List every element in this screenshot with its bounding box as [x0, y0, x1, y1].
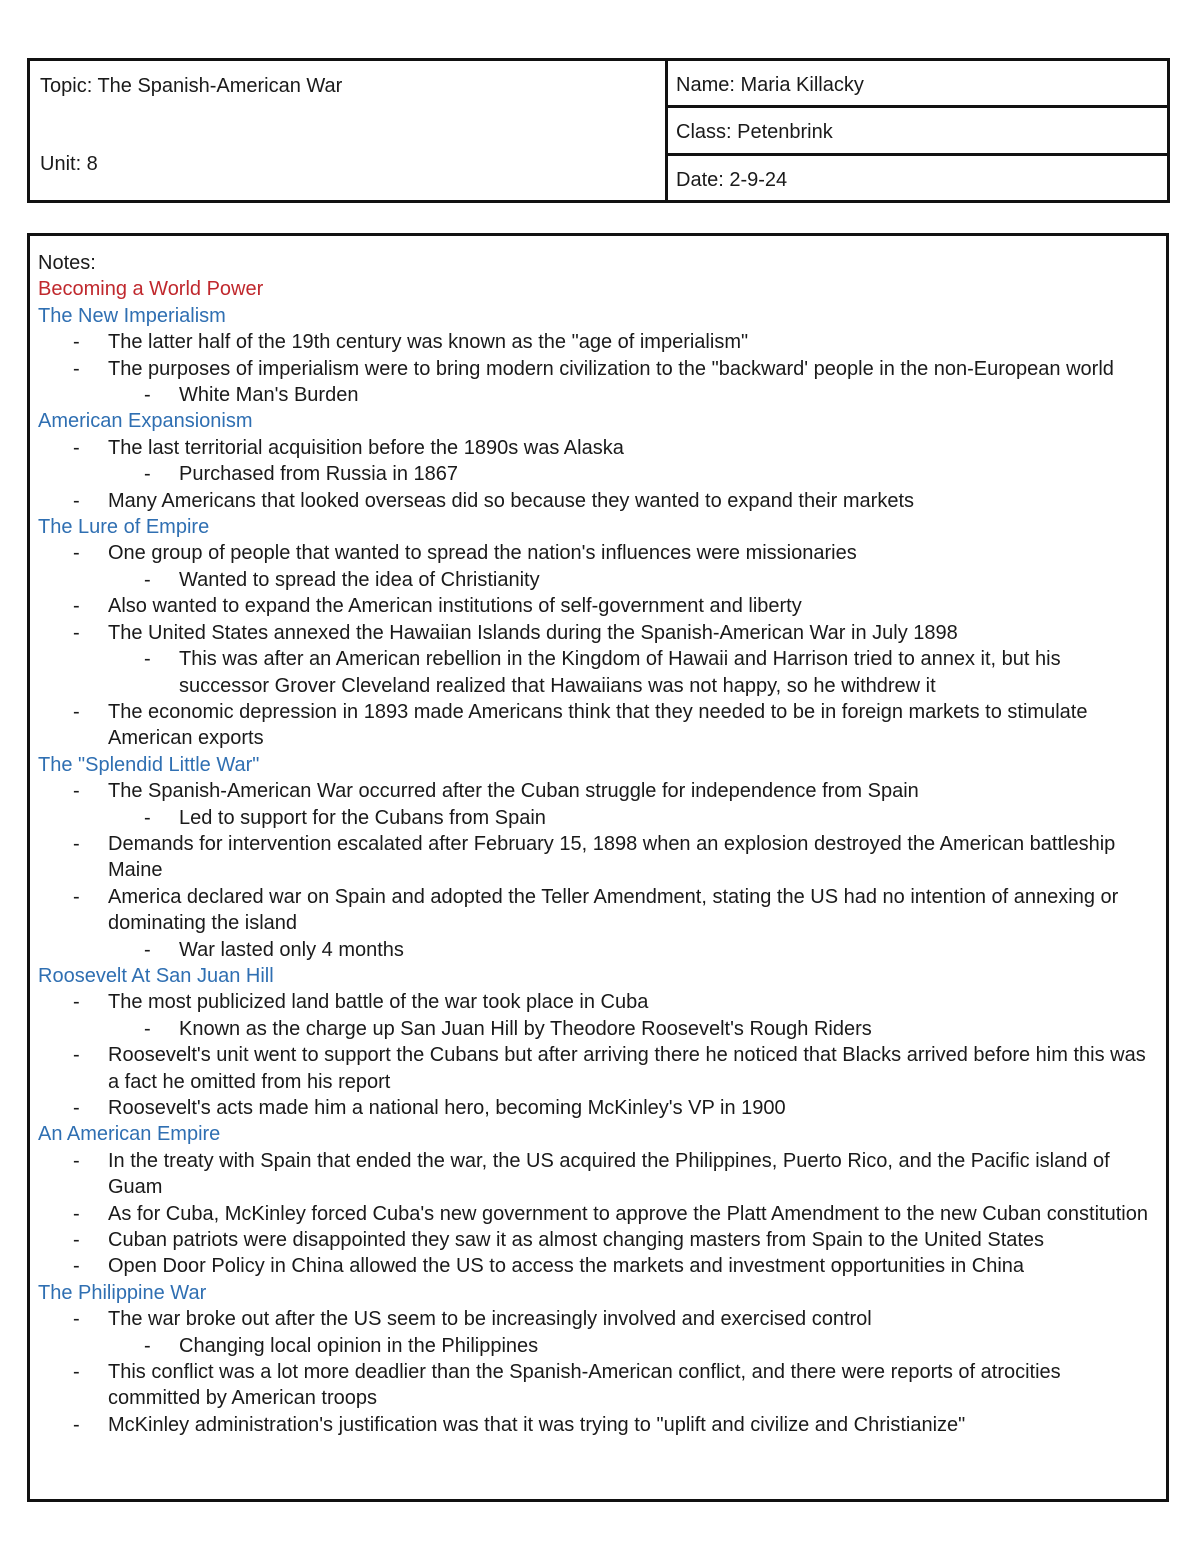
- bullet-item: [38, 488, 1156, 514]
- bullet-text: One group of people that wanted to spread the nation's influences were missionaries: [108, 542, 857, 565]
- dash-marker: -: [73, 700, 80, 723]
- notes-label: Notes:: [38, 252, 96, 274]
- bullet-text: McKinley administration's justification was that it was trying to "uplift and civilize and Christianize": [108, 1413, 966, 1436]
- section-heading: An American Empire: [38, 1123, 221, 1146]
- bullet-item: [38, 1095, 1156, 1121]
- section-heading: Roosevelt At San Juan Hill: [38, 964, 274, 987]
- bullet-item: [38, 989, 1156, 1015]
- bullet-text: Open Door Policy in China allowed the US to access the markets and investment opportunities in China: [108, 1255, 1025, 1278]
- class-cell: [668, 108, 1167, 155]
- section-heading: American Expansionism: [38, 410, 253, 433]
- bullet-text: Roosevelt's acts made him a national hero, becoming McKinley's VP in 1900: [108, 1097, 786, 1119]
- bullet-text: The latter half of the 19th century was known as the "age of imperialism": [108, 331, 749, 354]
- dash-marker: -: [73, 357, 80, 380]
- section-heading: The Lure of Empire: [38, 516, 210, 539]
- bullet-text: The war broke out after the US seem to be increasingly involved and exercised control: [108, 1308, 872, 1331]
- dash-marker: -: [73, 331, 80, 354]
- bullet-text: Demands for intervention escalated after February 15, 1898 when an explosion destroyed the American battleship Maine: [108, 832, 1116, 882]
- dash-marker: -: [73, 1229, 80, 1252]
- bullet-text: In the treaty with Spain that ended the war, the US acquired the Philippines, Puerto Rico, and the Pacific island of Guam: [108, 1149, 1110, 1199]
- dash-marker: -: [73, 1149, 80, 1172]
- dash-marker: -: [73, 1044, 80, 1067]
- dash-marker: -: [73, 1413, 80, 1436]
- bullet-item: [38, 884, 1156, 937]
- bullet-item: [38, 435, 1156, 461]
- date-cell: [668, 156, 1167, 200]
- bullet-text: Changing local opinion in the Philippines: [179, 1334, 539, 1357]
- bullet-text: This was after an American rebellion in the Kingdom of Hawaii and Harrison tried to annex it, but his successor Grover Cleveland realized that Hawaiians was not happy, so he withdrew it: [179, 648, 1061, 697]
- dash-marker: -: [144, 568, 151, 591]
- dash-marker: -: [73, 489, 80, 512]
- bullet-item: [38, 1359, 1156, 1412]
- unit-text: Unit: 8: [40, 153, 98, 175]
- bullet-item: [38, 1227, 1156, 1253]
- sub-bullet-item: [38, 1016, 1156, 1042]
- dash-marker: -: [73, 832, 80, 855]
- dash-marker: -: [73, 1255, 80, 1278]
- topic-text: Topic: The Spanish-American War: [40, 75, 343, 97]
- bullet-item: [38, 1412, 1156, 1438]
- notes-sections: [38, 303, 1156, 1438]
- date-text: Date: 2-9-24: [676, 168, 788, 191]
- student-info: [668, 61, 1167, 200]
- sub-bullet-item: [38, 461, 1156, 487]
- dash-marker: -: [144, 938, 151, 961]
- bullet-text: Known as the charge up San Juan Hill by Theodore Roosevelt's Rough Riders: [179, 1017, 872, 1040]
- dash-marker: -: [73, 885, 80, 908]
- dash-marker: -: [144, 1017, 151, 1040]
- dash-marker: -: [73, 621, 80, 644]
- dash-marker: -: [73, 1361, 80, 1384]
- sub-bullet-item: [38, 646, 1156, 699]
- header-table: [27, 58, 1170, 203]
- bullet-text: As for Cuba, McKinley forced Cuba's new government to approve the Platt Amendment to the new Cuban constitution: [108, 1202, 1148, 1225]
- dash-marker: -: [73, 1202, 80, 1225]
- dash-marker: -: [144, 806, 151, 829]
- dash-marker: -: [73, 436, 80, 459]
- notes-title: Becoming a World Power: [38, 278, 264, 301]
- bullet-text: The last territorial acquisition before the 1890s was Alaska: [108, 436, 624, 459]
- bullet-text: Purchased from Russia in 1867: [179, 463, 459, 486]
- bullet-text: War lasted only 4 months: [179, 938, 404, 961]
- name-text: Name: Maria Killacky: [676, 74, 864, 96]
- bullet-text: The Spanish-American War occurred after the Cuban struggle for independence from Spain: [108, 780, 919, 803]
- dash-marker: -: [73, 1308, 80, 1331]
- bullet-item: [38, 593, 1156, 619]
- bullet-text: Led to support for the Cubans from Spain: [179, 806, 546, 829]
- section-heading: The New Imperialism: [38, 304, 226, 327]
- dash-marker: -: [144, 463, 151, 486]
- bullet-item: [38, 1148, 1156, 1201]
- bullet-text: America declared war on Spain and adopted the Teller Amendment, stating the US had no intention of annexing or dominating the island: [108, 885, 1119, 935]
- sub-bullet-item: [38, 805, 1156, 831]
- dash-marker: -: [73, 991, 80, 1014]
- bullet-text: Many Americans that looked overseas did so because they wanted to expand their markets: [108, 489, 915, 512]
- dash-marker: -: [144, 648, 151, 671]
- bullet-text: The United States annexed the Hawaiian Islands during the Spanish-American War in July 1898: [108, 621, 958, 644]
- dash-marker: -: [73, 780, 80, 803]
- bullet-text: Cuban patriots were disappointed they saw it as almost changing masters from Spain to the United States: [108, 1229, 1045, 1252]
- sub-bullet-item: [38, 1333, 1156, 1359]
- bullet-item: [38, 1253, 1156, 1279]
- topic-unit-cell: [30, 61, 668, 200]
- bullet-text: Wanted to spread the idea of Christianity: [179, 568, 540, 591]
- sub-bullet-item: [38, 567, 1156, 593]
- notes-box: [27, 233, 1169, 1502]
- bullet-text: The most publicized land battle of the war took place in Cuba: [108, 991, 649, 1014]
- bullet-item: [38, 620, 1156, 646]
- sub-bullet-item: [38, 937, 1156, 963]
- dash-marker: -: [144, 1334, 151, 1357]
- bullet-item: [38, 831, 1156, 884]
- bullet-text: The economic depression in 1893 made Americans think that they needed to be in foreign markets to stimulate American exports: [108, 700, 1088, 750]
- bullet-text: Roosevelt's unit went to support the Cubans but after arriving there he noticed that Blacks arrived before him this was a fact he omitted from his report: [108, 1044, 1146, 1093]
- dash-marker: -: [73, 542, 80, 565]
- dash-marker: -: [144, 384, 151, 407]
- dash-marker: -: [73, 1097, 80, 1119]
- bullet-text: Also wanted to expand the American institutions of self-government and liberty: [108, 595, 802, 618]
- bullet-item: [38, 1042, 1156, 1095]
- section-heading: The "Splendid Little War": [38, 753, 260, 776]
- bullet-item: [38, 540, 1156, 566]
- dash-marker: -: [73, 595, 80, 618]
- class-text: Class: Petenbrink: [676, 121, 833, 144]
- bullet-item: [38, 1306, 1156, 1332]
- sub-bullet-item: [38, 382, 1156, 408]
- bullet-item: [38, 778, 1156, 804]
- bullet-item: [38, 699, 1156, 752]
- section-heading: The Philippine War: [38, 1281, 207, 1304]
- bullet-text: This conflict was a lot more deadlier than the Spanish-American conflict, and there were reports of atrocities committed by American troops: [108, 1361, 1061, 1410]
- bullet-item: [38, 1201, 1156, 1227]
- bullet-text: White Man's Burden: [179, 384, 359, 407]
- name-cell: [668, 61, 1167, 108]
- bullet-item: [38, 356, 1156, 382]
- bullet-item: [38, 329, 1156, 355]
- bullet-text: The purposes of imperialism were to bring modern civilization to the "backward' people in the non-European world: [108, 357, 1114, 380]
